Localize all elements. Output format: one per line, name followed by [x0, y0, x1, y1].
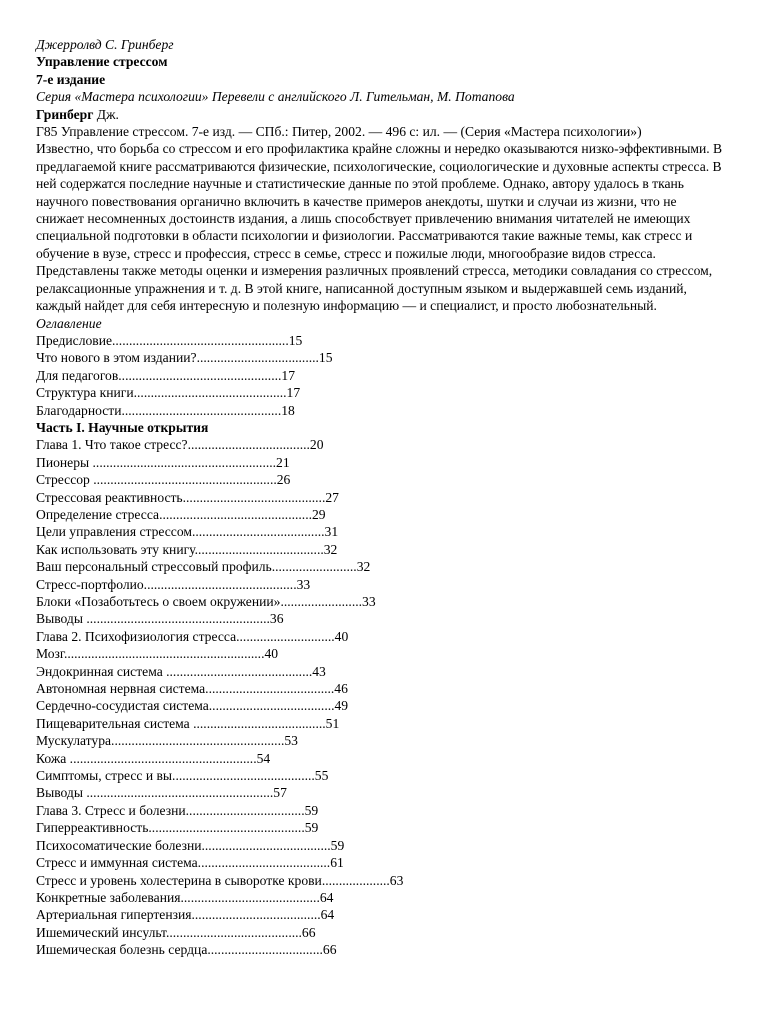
edition-line: 7-е издание: [36, 71, 106, 87]
toc-entry: Мозг...........................................................40: [36, 646, 279, 662]
book-description: Известно, что борьба со стрессом и его профилактика крайне сложны и нередко оказываются низко-эффективными. В предлагаемой книге рассматриваются физические, психологические, социологические и духовные аспекты стресса. В ней содержатся последние научные и статистические данные по этой проблеме. Однако, автору удалось в ткань научного повествования органично включить в качестве примеров анекдоты, шутки и случаи из жизни, что не снижает несомненных достоинств издания, а лишь способствует привлечению внимания читателей не имеющих специальной подготовки в области психологии и физиологии. Рассматриваются такие важные темы, как стресс и обучение в вузе, стресс и профессия, стресс в семье, стресс и пожилые люди, многообразие видов стресса. Представлены также методы оценки и измерения различных проявлений стресса, методики совладания со стрессом, релаксационные упражнения и т. д. В этой книге, написанной доступным языком и выдержавшей семь изданий, каждый найдет для себя интересную и полезную информацию — и специалист, и просто любознательный.: [36, 141, 723, 314]
toc-entry: Выводы ......................................................36: [36, 611, 284, 627]
toc-entry: Благодарности...............................................18: [36, 402, 295, 418]
series-line: Серия «Мастера психологии» Перевели с английского Л. Гительман, М. Потапова: [36, 89, 515, 105]
toc-heading: Оглавление: [36, 315, 102, 331]
toc-entry: Стресс и уровень холестерина в сыворотке крови....................63: [36, 872, 404, 888]
toc-entry: Структура книги.............................................17: [36, 385, 301, 401]
catalog-entry: Г85 Управление стрессом. 7-е изд. — СПб.: Питер, 2002. — 496 с: ил. — (Серия «Мастера психологии»): [36, 124, 642, 140]
toc-entry: Предисловие....................................................15: [36, 332, 303, 348]
toc-entry: Стресс и иммунная система.......................................61: [36, 855, 344, 871]
toc-entry: Эндокринная система ...........................................43: [36, 663, 326, 679]
toc-entry: Для педагогов................................................17: [36, 367, 295, 383]
toc-entry: Блоки «Позаботьтесь о своем окружении»........................33: [36, 594, 376, 609]
toc-entry: Стресс-портфолио.............................................33: [36, 576, 311, 592]
toc-entry: Автономная нервная система......................................46: [36, 681, 348, 697]
toc-entry: Конкретные заболевания.........................................64: [36, 889, 334, 905]
catalog-author-line: [36, 106, 736, 123]
toc-entry: Артериальная гипертензия......................................64: [36, 907, 335, 923]
toc-entry: Глава 2. Психофизиология стресса.............................40: [36, 628, 349, 644]
toc-entry: Симптомы, стресс и вы..........................................55: [36, 768, 329, 784]
table-of-contents: [36, 332, 736, 959]
toc-entry: Глава 1. Что такое стресс?....................................20: [36, 437, 324, 453]
toc-entry: Стрессор ......................................................26: [36, 472, 291, 488]
document-page: [36, 36, 736, 959]
toc-entry: Пионеры ......................................................21: [36, 454, 290, 470]
toc-entry: Ваш персональный стрессовый профиль.........................32: [36, 559, 371, 575]
toc-entry: Кожа .......................................................54: [36, 750, 271, 766]
toc-entry: Мускулатура...................................................53: [36, 733, 298, 749]
toc-entry: Что нового в этом издании?....................................15: [36, 350, 333, 366]
author-line: Джерролвд С. Гринберг: [36, 37, 174, 52]
book-title: Управление стрессом: [36, 54, 168, 70]
toc-entry: Психосоматические болезни......................................59: [36, 837, 345, 853]
toc-entry: Глава 3. Стресс и болезни...................................59: [36, 802, 319, 818]
catalog-author-surname: Гринберг: [36, 106, 94, 122]
toc-entry: Ишемическая болезнь сердца..................................66: [36, 942, 337, 958]
toc-entry: Выводы .......................................................57: [36, 785, 287, 801]
toc-entry: Цели управления стрессом.......................................31: [36, 524, 339, 540]
toc-entry: Пищеварительная система .......................................51: [36, 715, 340, 731]
toc-entry: Ишемический инсульт........................................66: [36, 924, 316, 940]
toc-entry: Как использовать эту книгу......................................32: [36, 541, 338, 557]
toc-entry: Гиперреактивность..............................................59: [36, 820, 319, 836]
toc-part-heading: Часть I. Научные открытия: [36, 419, 209, 435]
toc-entry: Сердечно-сосудистая система.....................................49: [36, 698, 349, 714]
catalog-author-initials: Дж.: [93, 106, 119, 122]
toc-entry: Определение стресса.............................................29: [36, 506, 326, 522]
toc-entry: Стрессовая реактивность..........................................27: [36, 489, 339, 505]
